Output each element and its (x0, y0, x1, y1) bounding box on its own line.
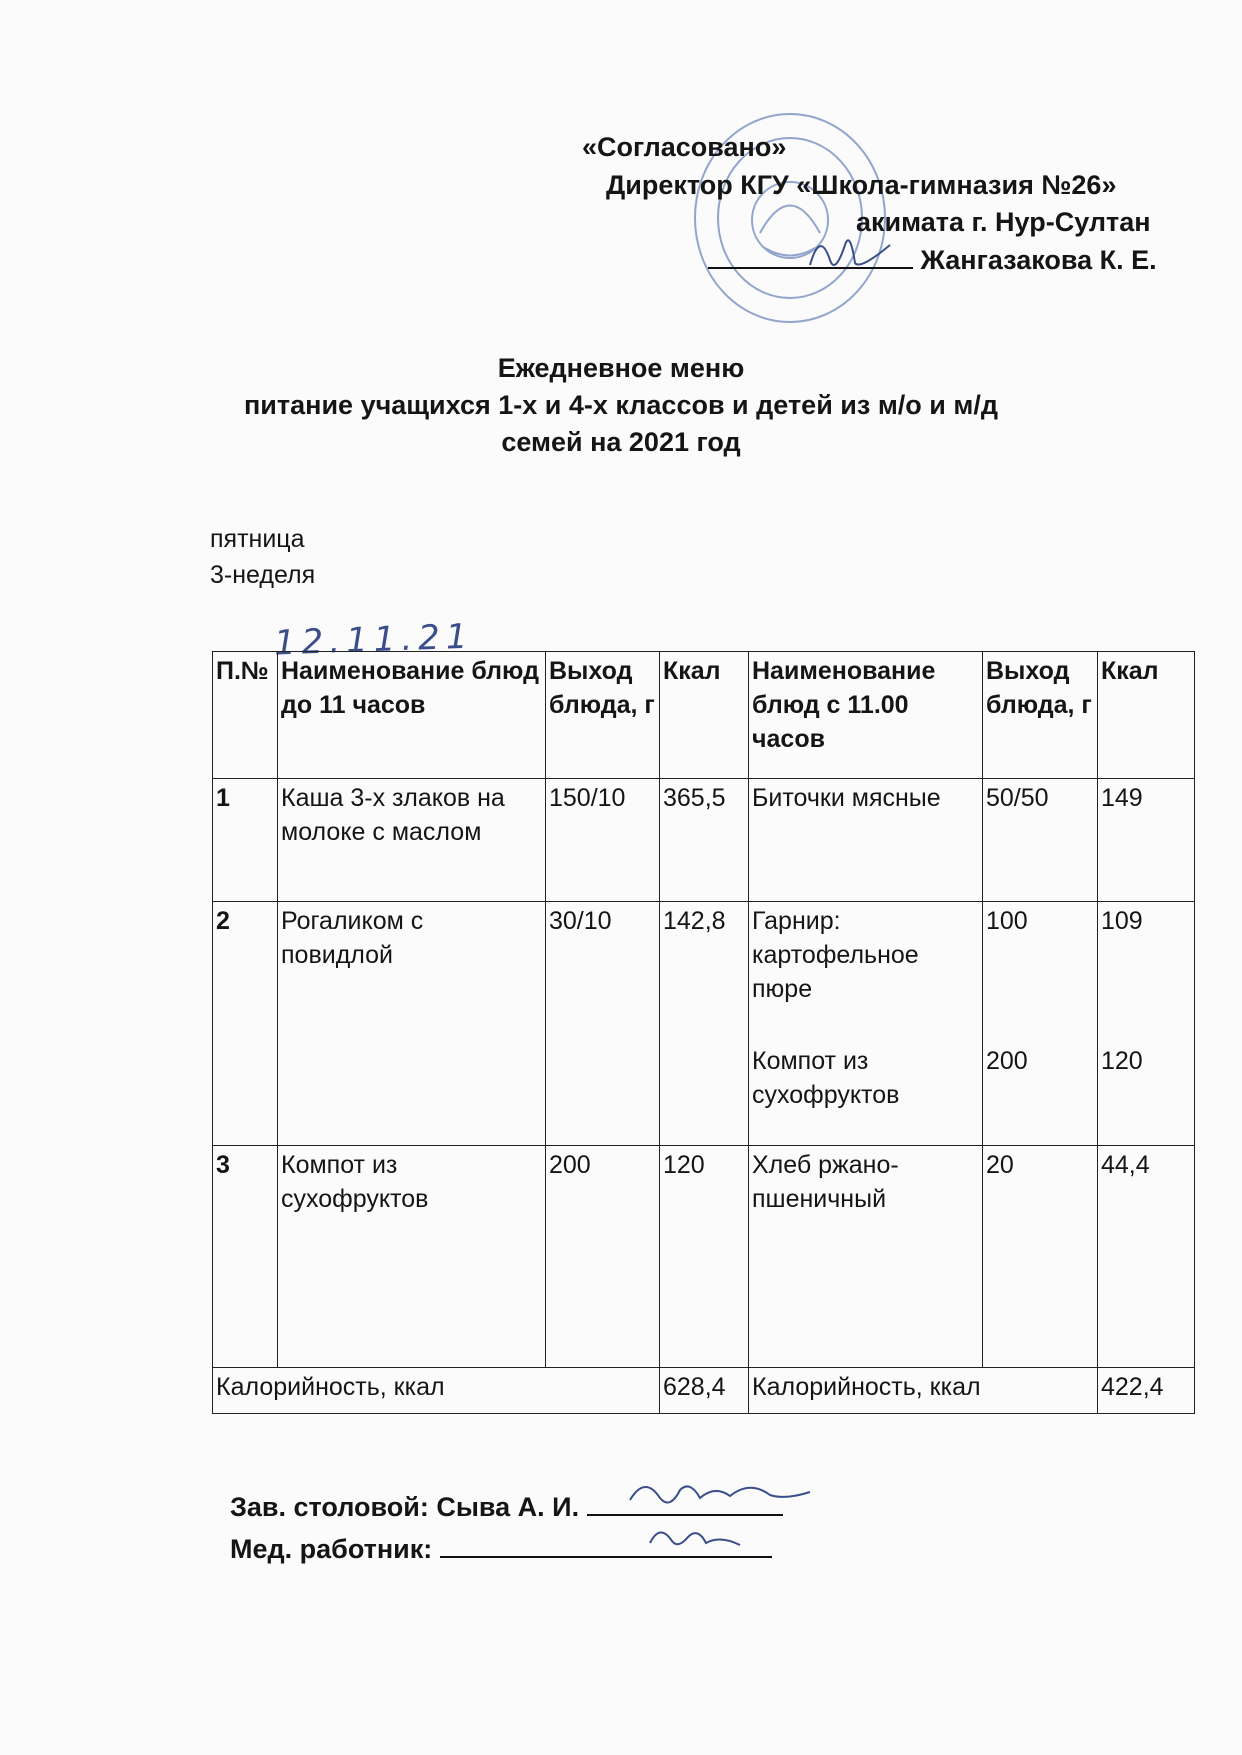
row-num: 1 (213, 779, 278, 902)
header-num: П.№ (213, 652, 278, 779)
dish-kcal: 149 (1098, 779, 1195, 902)
dish-name: Каша 3-х злаков на молоке с маслом (278, 779, 546, 902)
dish-kcal-group (1098, 902, 1195, 1146)
total-value-2: 422,4 (1098, 1368, 1195, 1414)
medic-label: Мед. работник: (230, 1534, 433, 1564)
dish-name-group (749, 902, 983, 1146)
dish-kcal: 120 (1101, 1047, 1143, 1075)
dish-name: Биточки мясные (749, 779, 983, 902)
header-yield-1: Выход блюда, г (546, 652, 660, 779)
row-num: 3 (213, 1146, 278, 1368)
menu-title-line-2: питание учащихся 1-х и 4-х классов и детей из м/о и м/д (244, 390, 998, 420)
header-name-after-11: Наименование блюд с 11.00 часов (749, 652, 983, 779)
table-row (213, 902, 1195, 1146)
dish-kcal: 44,4 (1098, 1146, 1195, 1368)
dish-yield: 200 (986, 1047, 1028, 1075)
total-row (213, 1368, 1195, 1414)
row-num: 2 (213, 902, 278, 1146)
dish-yield: 50/50 (983, 779, 1098, 902)
menu-title-line-3: семей на 2021 год (501, 427, 741, 457)
dish-yield: 150/10 (546, 779, 660, 902)
chef-label: Зав. столовой: Сыва А. И. (230, 1492, 580, 1522)
dish-name: Компот из сухофруктов (278, 1146, 546, 1368)
header-kcal-1: Ккал (660, 652, 749, 779)
dish-name: Компот из сухофруктов (752, 1047, 900, 1109)
menu-title-line-1: Ежедневное меню (497, 353, 745, 383)
header-name-before-11: Наименование блюд до 11 часов (278, 652, 546, 779)
dish-kcal: 120 (660, 1146, 749, 1368)
dish-name: Хлеб ржано-пшеничный (749, 1146, 983, 1368)
director-name: Жангазакова К. Е. (920, 245, 1157, 275)
header-yield-2: Выход блюда, г (983, 652, 1098, 779)
dish-yield-group (983, 902, 1098, 1146)
menu-table (212, 651, 1195, 1414)
approval-line-3: акимата г. Нур-Султан (856, 207, 1151, 237)
table-row (213, 779, 1195, 902)
total-label-1: Калорийность, ккал (213, 1368, 660, 1414)
director-signature (800, 225, 900, 285)
dish-yield: 100 (986, 907, 1028, 935)
dish-name: Гарнир: картофельное пюре (752, 907, 919, 1003)
dish-yield: 20 (983, 1146, 1098, 1368)
header-kcal-2: Ккал (1098, 652, 1195, 779)
dish-name: Рогаликом с повидлой (278, 902, 546, 1146)
dish-yield: 30/10 (546, 902, 660, 1146)
approval-line-2: Директор КГУ «Школа-гимназия №26» (606, 170, 1117, 200)
handwritten-date: 12.11.21 (273, 616, 475, 664)
dish-yield: 200 (546, 1146, 660, 1368)
total-label-2: Калорийность, ккал (749, 1368, 1098, 1414)
chef-signature (620, 1470, 820, 1520)
dish-kcal: 142,8 (660, 902, 749, 1146)
table-row (213, 1146, 1195, 1368)
week-number: 3-неделя (210, 561, 316, 589)
total-value-1: 628,4 (660, 1368, 749, 1414)
dish-kcal: 109 (1101, 907, 1143, 935)
dish-kcal: 365,5 (660, 779, 749, 902)
approval-line-1: «Согласовано» (582, 132, 787, 162)
day-of-week: пятница (210, 525, 305, 553)
medic-signature (640, 1515, 750, 1560)
table-header-row (213, 652, 1195, 779)
approval-line-4 (708, 241, 1157, 279)
